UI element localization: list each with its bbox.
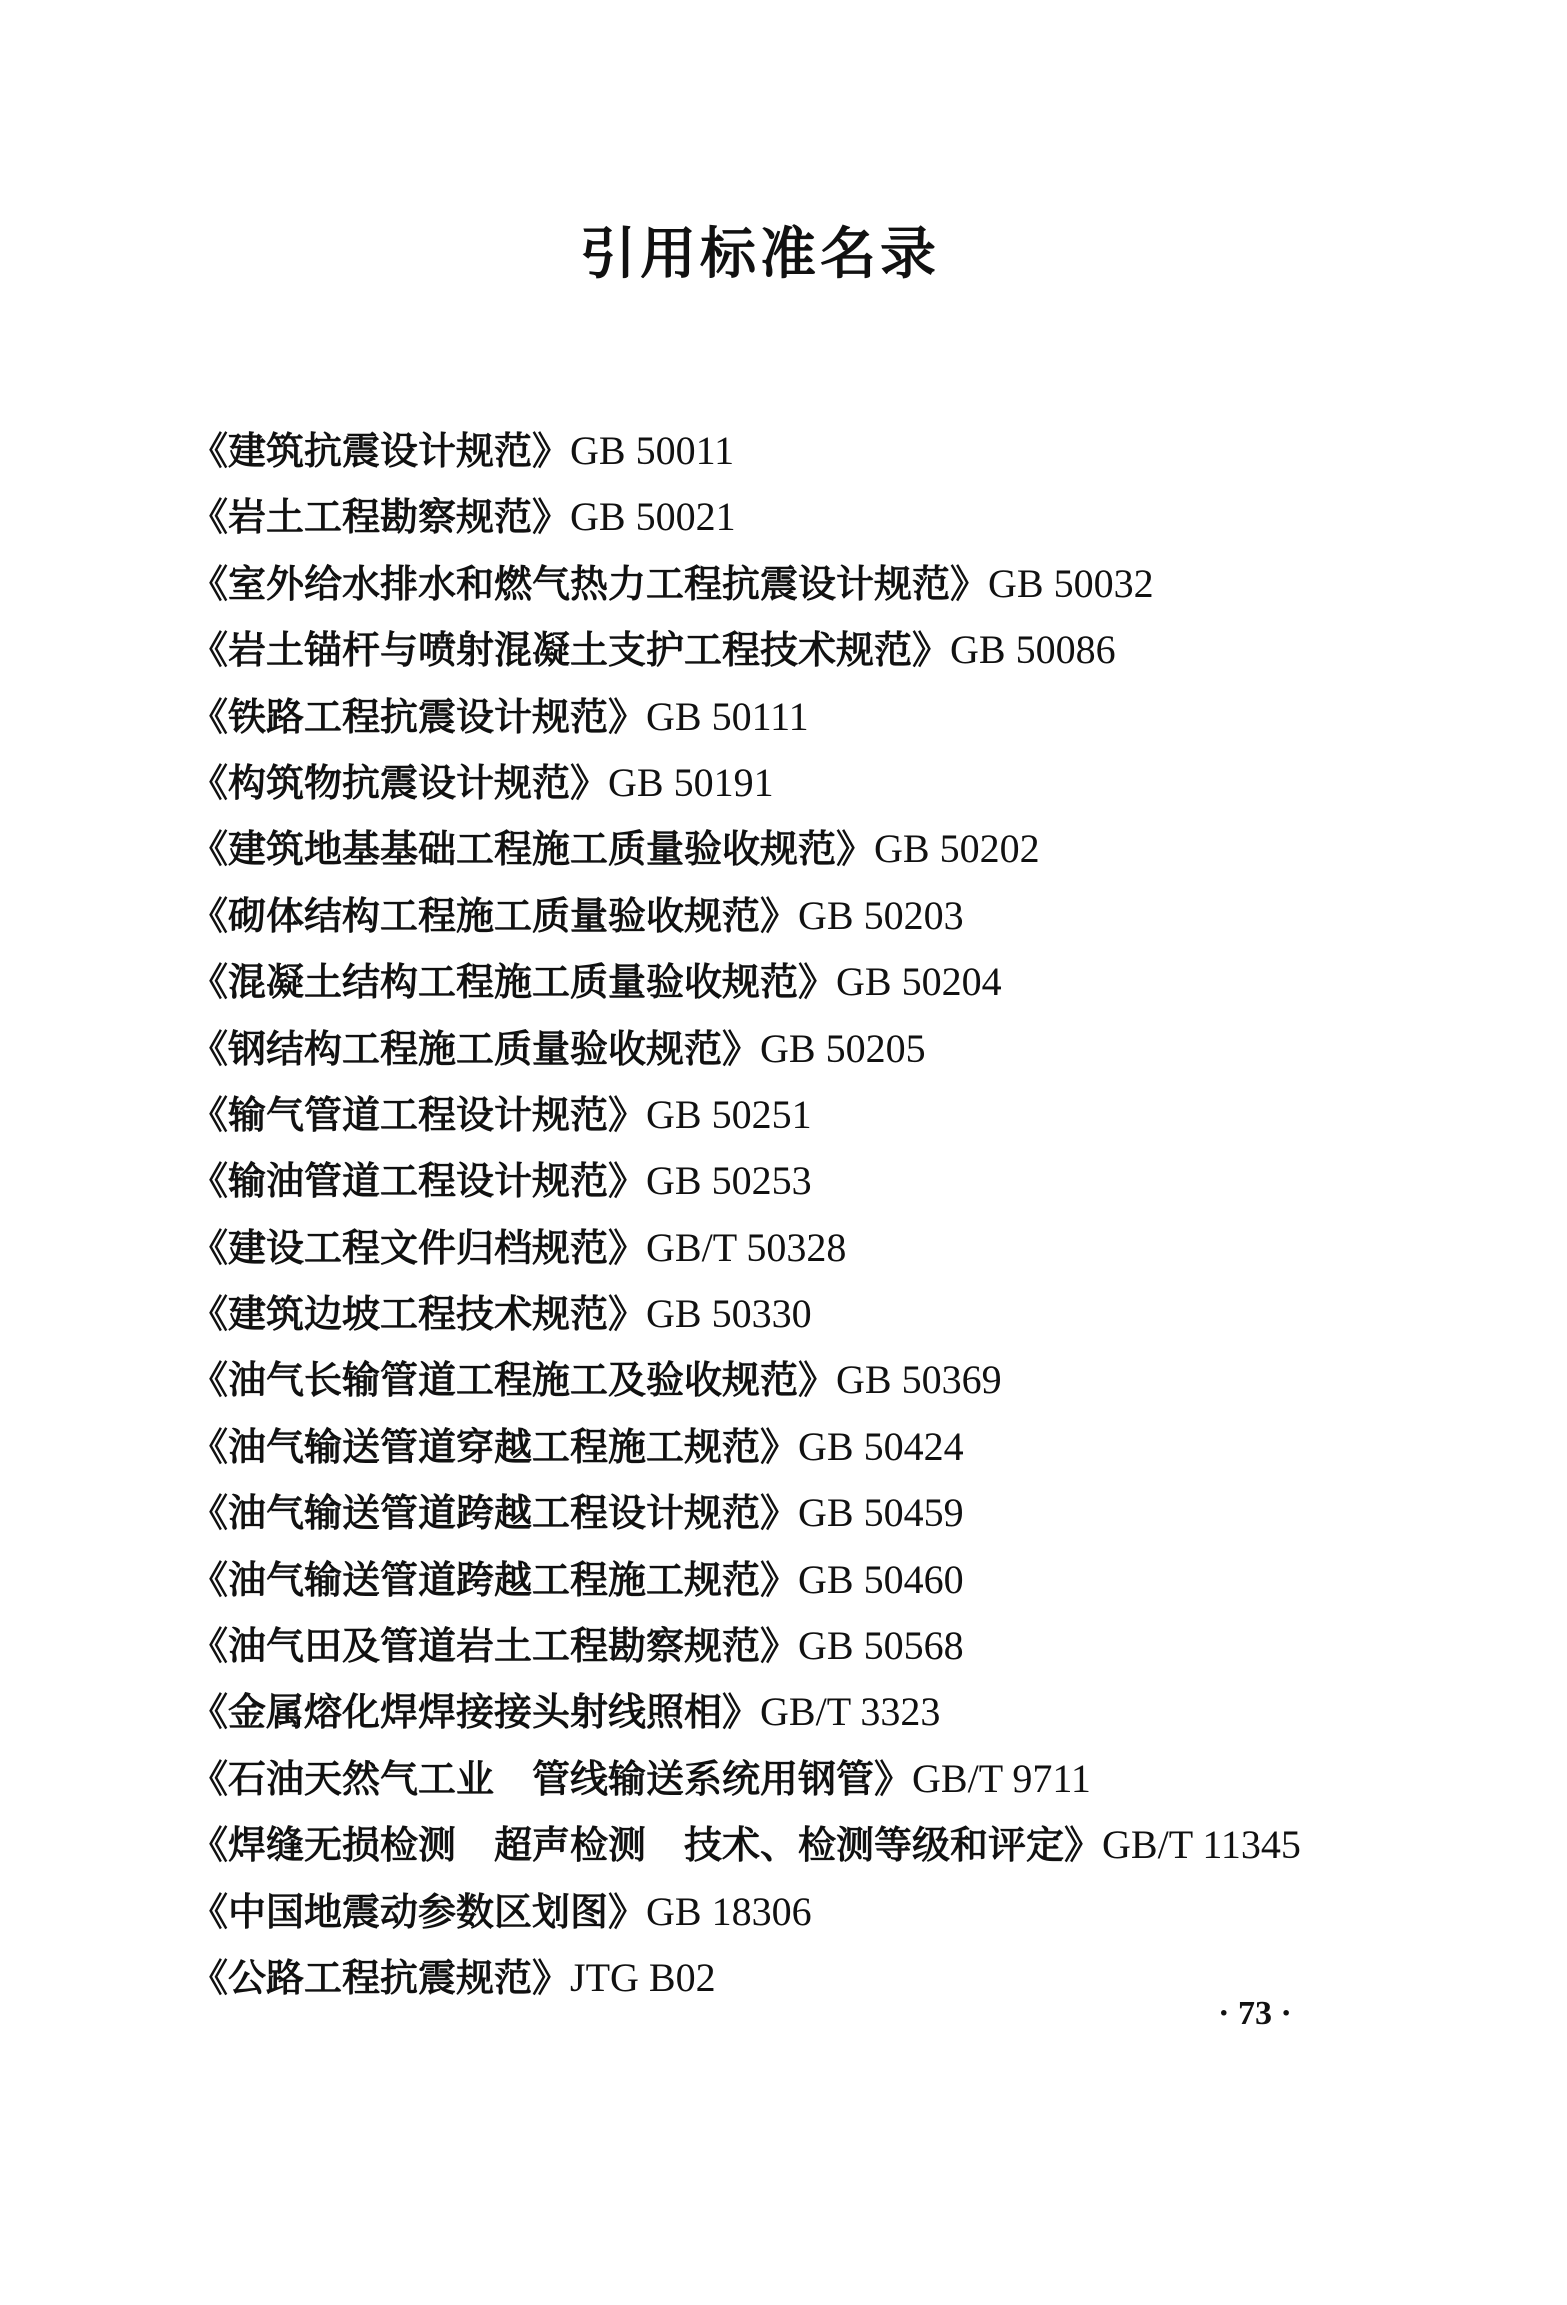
- reference-name: 《构筑物抗震设计规范》: [190, 759, 609, 805]
- reference-name: 《钢结构工程施工质量验收规范》: [190, 1025, 761, 1071]
- reference-item: [190, 418, 1440, 484]
- reference-code: GB 50011: [570, 428, 735, 473]
- reference-item: [190, 551, 1440, 617]
- reference-list: [190, 418, 1440, 2011]
- page-number: · 73 ·: [1218, 1995, 1292, 2032]
- reference-item: [190, 1679, 1440, 1745]
- reference-name: 《油气输送管道跨越工程设计规范》: [190, 1490, 799, 1536]
- reference-name: 《公路工程抗震规范》: [190, 1954, 571, 2000]
- reference-code: GB 50369: [836, 1357, 1002, 1403]
- reference-item: [190, 484, 1440, 550]
- reference-name: 《建筑抗震设计规范》: [190, 428, 571, 473]
- reference-item: [190, 1547, 1440, 1613]
- reference-name: 《铁路工程抗震设计规范》: [190, 693, 647, 739]
- reference-name: 《建筑地基基础工程施工质量验收规范》: [190, 826, 875, 872]
- reference-code: GB 50111: [646, 693, 809, 739]
- reference-code: GB 50204: [836, 959, 1002, 1005]
- reference-code: GB 50203: [798, 892, 964, 938]
- reference-code: GB 18306: [646, 1888, 812, 1934]
- reference-item: [190, 617, 1440, 683]
- reference-item: [190, 1016, 1440, 1082]
- reference-name: 《岩土工程勘察规范》: [190, 494, 571, 540]
- reference-item: [190, 1613, 1440, 1679]
- reference-item: [190, 1347, 1440, 1413]
- reference-item: [190, 1148, 1440, 1214]
- reference-item: [190, 1082, 1440, 1148]
- reference-name: 《焊缝无损检测 超声检测 技术、检测等级和评定》: [190, 1822, 1103, 1868]
- reference-name: 《输气管道工程设计规范》: [190, 1091, 647, 1137]
- reference-item: [190, 1281, 1440, 1347]
- reference-name: 《油气田及管道岩土工程勘察规范》: [190, 1623, 799, 1669]
- reference-code: GB 50330: [646, 1291, 812, 1337]
- reference-code: GB/T 11345: [1102, 1822, 1301, 1868]
- reference-item: [190, 1879, 1440, 1945]
- reference-code: GB 50460: [798, 1556, 964, 1602]
- reference-code: GB 50459: [798, 1490, 964, 1536]
- reference-code: GB/T 3323: [760, 1689, 941, 1735]
- reference-code: JTG B02: [570, 1954, 716, 2000]
- reference-code: GB 50253: [646, 1158, 812, 1204]
- reference-name: 《混凝土结构工程施工质量验收规范》: [190, 959, 837, 1005]
- reference-code: GB 50251: [646, 1091, 812, 1137]
- reference-item: [190, 1746, 1440, 1812]
- reference-code: GB/T 9711: [912, 1755, 1091, 1801]
- reference-name: 《砌体结构工程施工质量验收规范》: [190, 892, 799, 938]
- reference-code: GB 50424: [798, 1423, 964, 1469]
- reference-code: GB 50205: [760, 1025, 926, 1071]
- page-title: 引用标准名录: [580, 222, 940, 287]
- reference-item: [190, 1414, 1440, 1480]
- reference-name: 《中国地震动参数区划图》: [190, 1888, 647, 1934]
- reference-name: 《油气输送管道跨越工程施工规范》: [190, 1556, 799, 1602]
- reference-name: 《建筑边坡工程技术规范》: [190, 1291, 647, 1337]
- reference-item: [190, 1215, 1440, 1281]
- reference-name: 《建设工程文件归档规范》: [190, 1224, 647, 1270]
- reference-item: [190, 949, 1440, 1015]
- reference-code: GB 50021: [570, 494, 736, 540]
- reference-item: [190, 883, 1440, 949]
- reference-name: 《金属熔化焊焊接接头射线照相》: [190, 1689, 761, 1735]
- reference-name: 《油气输送管道穿越工程施工规范》: [190, 1423, 799, 1469]
- reference-name: 《石油天然气工业 管线输送系统用钢管》: [190, 1755, 913, 1801]
- reference-name: 《油气长输管道工程施工及验收规范》: [190, 1357, 837, 1403]
- reference-code: GB 50202: [874, 826, 1040, 872]
- reference-name: 《岩土锚杆与喷射混凝土支护工程技术规范》: [190, 627, 951, 673]
- reference-item: [190, 1812, 1440, 1878]
- reference-name: 《输油管道工程设计规范》: [190, 1158, 647, 1204]
- reference-item: [190, 684, 1440, 750]
- reference-code: GB 50568: [798, 1623, 964, 1669]
- reference-code: GB 50032: [988, 560, 1154, 606]
- reference-name: 《室外给水排水和燃气热力工程抗震设计规范》: [190, 560, 989, 606]
- reference-code: GB 50191: [608, 759, 774, 805]
- reference-item: [190, 750, 1440, 816]
- reference-code: GB 50086: [950, 627, 1116, 673]
- reference-item: [190, 816, 1440, 882]
- reference-item: [190, 1480, 1440, 1546]
- reference-code: GB/T 50328: [646, 1224, 847, 1270]
